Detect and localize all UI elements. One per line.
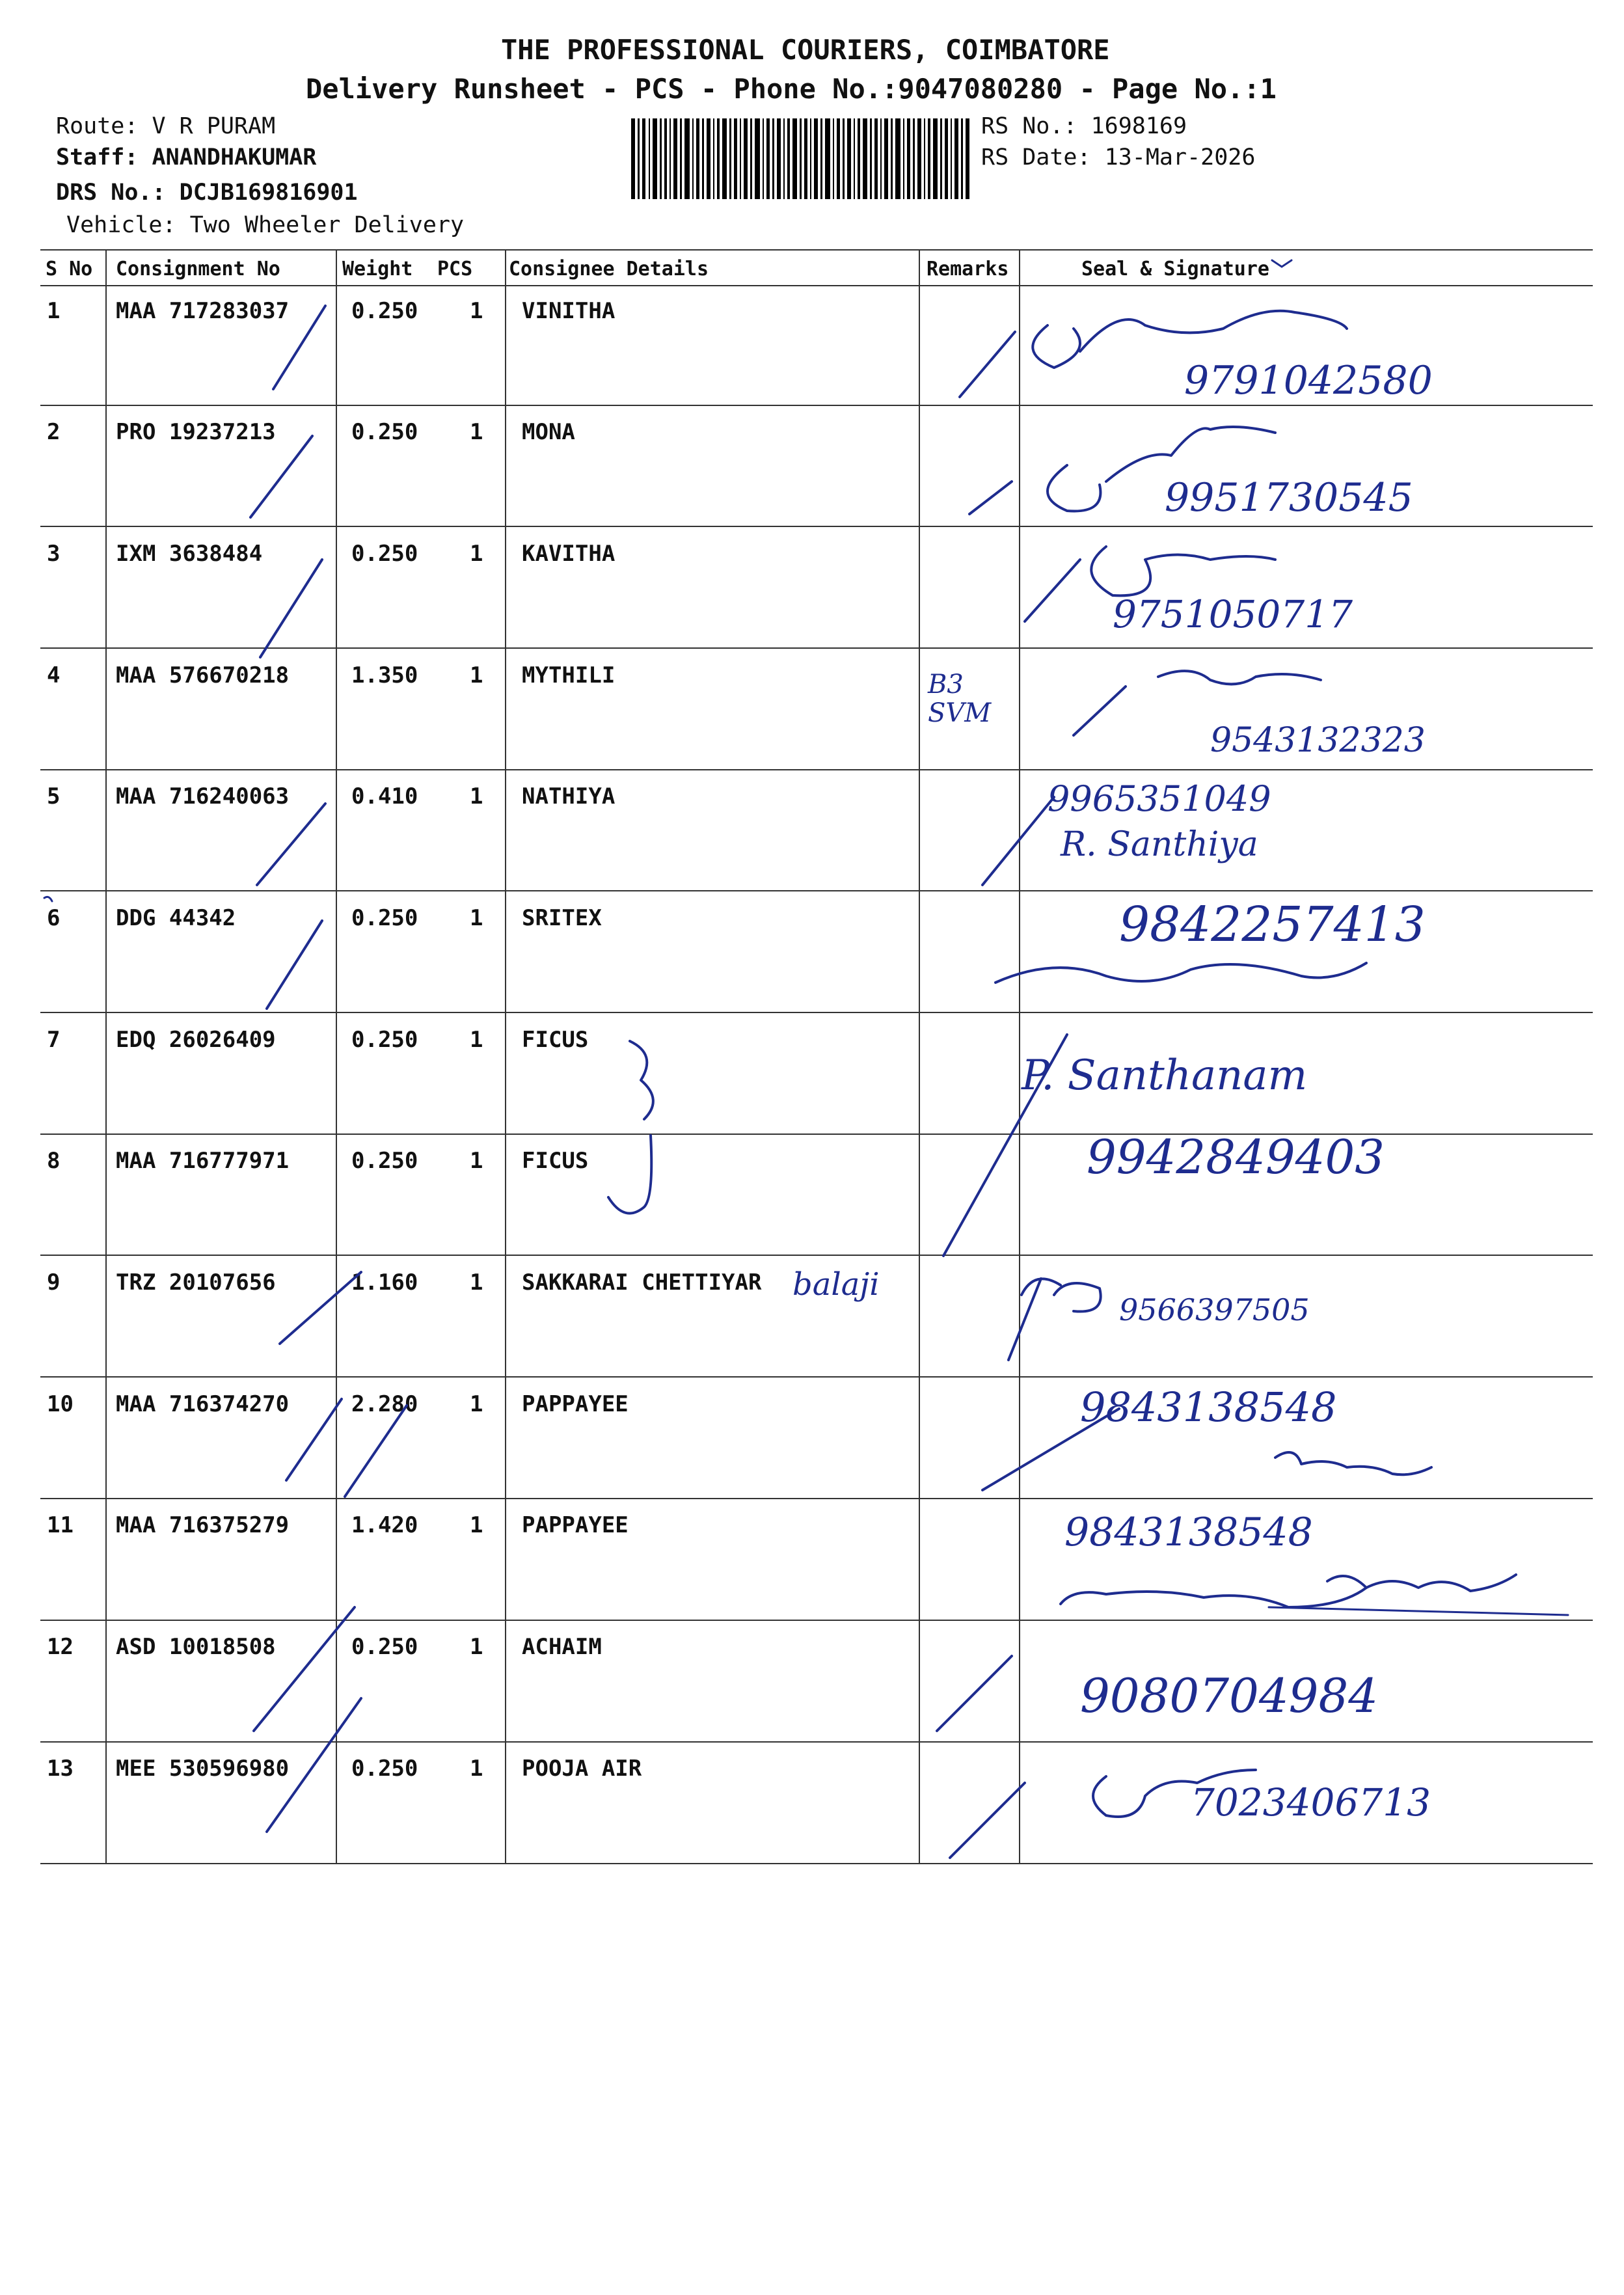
row-13-sno: 13 [47,1756,74,1782]
row-2-sno: 2 [47,419,61,445]
row-7-pcs: 1 [470,1027,483,1053]
tick-mark [286,1399,342,1480]
row-1-weight: 0.250 [351,298,418,324]
tick-mark [260,560,322,657]
signature [1033,311,1347,368]
row-2-pcs: 1 [470,419,483,445]
row-9-weight: 1.160 [351,1270,418,1296]
signature-underline [1269,1607,1568,1615]
tick-mark [982,1409,1119,1490]
row-6-weight: 0.250 [351,905,418,931]
row-10-sno: 10 [47,1391,74,1417]
row-11-pcs: 1 [470,1512,483,1538]
vehicle-label: Vehicle: Two Wheeler Delivery [66,212,465,238]
row-2-consignment: PRO 19237213 [116,419,276,445]
signature [1158,671,1321,684]
row-10-weight: 2.280 [351,1391,418,1417]
route-label: Route: V R PURAM [56,113,276,139]
tick-mark [1272,260,1292,267]
handwritten-phone: 9566397505 [1119,1292,1310,1327]
row-12-consignment: ASD 10018508 [116,1634,276,1660]
row-11-consignee: PAPPAYEE [522,1512,629,1538]
row-3-consignment: IXM 3638484 [116,541,263,567]
tick-mark [44,897,52,901]
row-4-consignee: MYTHILI [522,662,616,688]
tick-mark [943,1035,1067,1256]
row-11-consignment: MAA 716375279 [116,1512,290,1538]
row-6-consignment: DDG 44342 [116,905,236,931]
row-6-consignee: SRITEX [522,905,602,931]
col-header-weight: Weight [342,258,413,280]
tick-mark [969,482,1012,514]
tick-mark [267,921,322,1009]
row-1-consignment: MAA 717283037 [116,298,290,324]
col-header-pcs: PCS [437,258,473,280]
row-4-sno: 4 [47,662,61,688]
row-8-pcs: 1 [470,1148,483,1174]
row-8-sno: 8 [47,1148,61,1174]
handwritten-phone: 9080704984 [1080,1668,1379,1723]
col-header-remarks: Remarks [927,258,1009,280]
signature [1093,1770,1256,1817]
rs-number: RS No.: 1698169 [981,113,1187,139]
rs-date: RS Date: 13-Mar-2026 [981,144,1256,170]
row-13-consignment: MEE 530596980 [116,1756,290,1782]
tick-mark [273,306,325,389]
row-5-pcs: 1 [470,783,483,809]
row-1-sno: 1 [47,298,61,324]
row-3-weight: 0.250 [351,541,418,567]
row-11-weight: 1.420 [351,1512,418,1538]
handwritten-phone: 9843138548 [1064,1510,1313,1555]
col-header-seal: Seal & Signature [1081,258,1269,280]
row-12-pcs: 1 [470,1634,483,1660]
drs-number: DRS No.: DCJB169816901 [56,180,358,206]
row-4-weight: 1.350 [351,662,418,688]
row-6-pcs: 1 [470,905,483,931]
handwritten-note-row9: balaji [792,1266,880,1303]
handwritten-phone: 9965351049 [1048,778,1271,819]
row-13-weight: 0.250 [351,1756,418,1782]
row-13-pcs: 1 [470,1756,483,1782]
handwritten-phone: 9791042580 [1184,358,1433,403]
signature [1275,1452,1431,1474]
row-5-consignment: MAA 716240063 [116,783,290,809]
tick-mark [1025,560,1080,621]
handwritten-phone: 9751050717 [1113,592,1353,636]
row-11-sno: 11 [47,1512,74,1538]
row-3-pcs: 1 [470,541,483,567]
tick-mark [267,1698,361,1832]
handwritten-name: P. Santhanam [1022,1052,1308,1100]
handwritten-phone: 9842257413 [1119,897,1426,953]
tick-mark [1074,686,1126,735]
row-12-sno: 12 [47,1634,74,1660]
row-13-consignee: POOJA AIR [522,1756,642,1782]
handwritten-phone: 9843138548 [1080,1383,1337,1431]
row-7-consignment: EDQ 26026409 [116,1027,276,1053]
col-header-consignment: Consignment No [116,258,280,280]
row-10-consignment: MAA 716374270 [116,1391,290,1417]
handwritten-phone: 9951730545 [1165,475,1413,521]
row-1-pcs: 1 [470,298,483,324]
row-9-sno: 9 [47,1270,61,1296]
row-5-sno: 5 [47,783,61,809]
handwritten-name: R. Santhiya [1061,825,1258,864]
tick-mark [345,1406,407,1497]
row-3-consignee: KAVITHA [522,541,616,567]
row-10-consignee: PAPPAYEE [522,1391,629,1417]
tick-mark [280,1272,361,1344]
row-3-sno: 3 [47,541,61,567]
row-9-consignment: TRZ 20107656 [116,1270,276,1296]
document-title: THE PROFESSIONAL COURIERS, COIMBATORE [501,34,1110,66]
signature [1061,1588,1366,1607]
signature [995,963,1366,983]
row-2-weight: 0.250 [351,419,418,445]
signature [1327,1575,1516,1591]
row-5-consignee: NATHIYA [522,783,616,809]
staff-label: Staff: ANANDHAKUMAR [56,144,317,170]
tick-mark [257,804,325,885]
tick-mark [960,332,1015,397]
col-header-consignee: Consignee Details [509,258,709,280]
row-7-consignee: FICUS [522,1027,589,1053]
handwritten-remark-row4: B3 SVM [928,670,992,728]
row-12-weight: 0.250 [351,1634,418,1660]
col-header-sno: S No [46,258,93,280]
row-9-consignee: SAKKARAI CHETTIYAR [522,1270,762,1296]
row-9-pcs: 1 [470,1270,483,1296]
row-8-weight: 0.250 [351,1148,418,1174]
row-6-sno: 6 [47,905,61,931]
runsheet-subtitle: Delivery Runsheet - PCS - Phone No.:9047080280 - Page No.:1 [306,73,1277,105]
row-8-consignment: MAA 716777971 [116,1148,290,1174]
tick-mark [254,1607,355,1731]
handwritten-phone: 9942849403 [1087,1130,1385,1184]
tick-mark [250,436,312,517]
row-4-pcs: 1 [470,662,483,688]
signature [1048,427,1275,511]
bracket-mark [608,1041,653,1214]
row-7-sno: 7 [47,1027,61,1053]
tick-mark [982,797,1054,885]
row-2-consignee: MONA [522,419,575,445]
row-7-weight: 0.250 [351,1027,418,1053]
tick-mark [950,1783,1025,1858]
tick-mark [937,1656,1012,1731]
row-4-consignment: MAA 576670218 [116,662,290,688]
row-5-weight: 0.410 [351,783,418,809]
row-1-consignee: VINITHA [522,298,616,324]
row-8-consignee: FICUS [522,1148,589,1174]
row-12-consignee: ACHAIM [522,1634,602,1660]
handwritten-phone: 7023406713 [1191,1780,1431,1825]
signature [1091,547,1275,595]
handwritten-phone: 9543132323 [1210,721,1426,760]
row-10-pcs: 1 [470,1391,483,1417]
